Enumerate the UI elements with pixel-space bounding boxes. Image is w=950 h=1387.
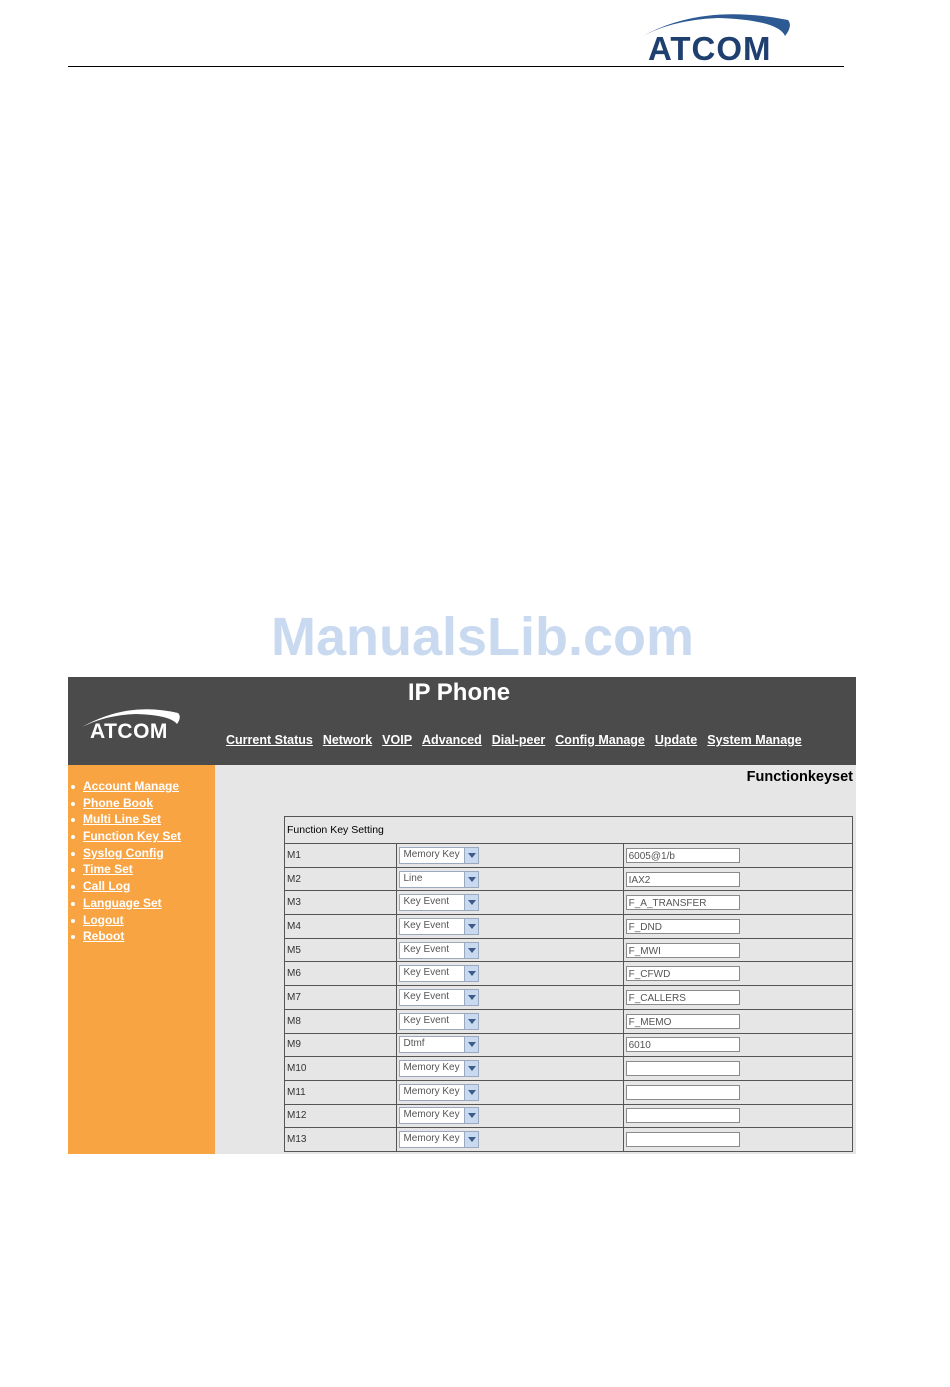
key-type-select[interactable] — [399, 1084, 479, 1101]
key-type-value: Line — [403, 872, 423, 884]
key-value-input[interactable]: 6010 — [626, 1037, 740, 1052]
key-type-select[interactable] — [399, 1107, 479, 1124]
nav-link-config-manage[interactable]: Config Manage — [555, 733, 645, 747]
key-type-cell — [397, 891, 623, 915]
key-value-input[interactable]: F_MWI — [626, 943, 740, 958]
key-label: M3 — [285, 891, 397, 915]
table-row — [285, 986, 853, 1010]
table-row — [285, 1057, 853, 1081]
sidebar-link-reboot[interactable]: Reboot — [83, 929, 125, 944]
sidebar-item[interactable] — [68, 812, 215, 829]
table-row — [285, 938, 853, 962]
table-row — [285, 1033, 853, 1057]
nav-link-advanced[interactable]: Advanced — [422, 733, 482, 747]
key-value-cell — [623, 962, 852, 986]
nav-link-update[interactable]: Update — [654, 733, 698, 747]
bullet-icon — [71, 919, 75, 923]
sidebar-item[interactable] — [68, 929, 215, 946]
key-value-cell — [623, 1080, 852, 1104]
table-row — [285, 867, 853, 891]
key-value-cell — [623, 1009, 852, 1033]
sidebar-link-function-key-set[interactable]: Function Key Set — [83, 829, 182, 844]
key-type-value: Key Event — [403, 1014, 450, 1026]
nav-link-system-manage[interactable]: System Manage — [707, 733, 802, 747]
sidebar-link-time-set[interactable]: Time Set — [83, 862, 133, 877]
table-row — [285, 1009, 853, 1033]
sidebar-item[interactable] — [68, 829, 215, 846]
chevron-down-icon[interactable] — [464, 1037, 478, 1052]
key-type-select[interactable] — [399, 894, 479, 911]
sidebar-item[interactable] — [68, 879, 215, 896]
sidebar-link-phone-book[interactable]: Phone Book — [83, 795, 154, 810]
table-header-row — [285, 817, 853, 844]
key-label: M12 — [285, 1104, 397, 1128]
key-type-cell — [397, 1104, 623, 1128]
atcom-logo — [628, 8, 798, 68]
table-row — [285, 1080, 853, 1104]
key-value-input[interactable] — [626, 1085, 740, 1100]
sidebar-item[interactable] — [68, 862, 215, 879]
key-type-select[interactable] — [399, 871, 479, 888]
key-type-select[interactable] — [399, 1131, 479, 1148]
sidebar-link-syslog-config[interactable]: Syslog Config — [83, 845, 164, 860]
chevron-down-icon[interactable] — [464, 1061, 478, 1076]
key-type-cell — [397, 1080, 623, 1104]
key-type-select[interactable] — [399, 942, 479, 959]
key-value-input[interactable] — [626, 1061, 740, 1076]
key-type-select[interactable] — [399, 1060, 479, 1077]
sidebar-item[interactable] — [68, 913, 215, 930]
chevron-down-icon[interactable] — [464, 1132, 478, 1147]
key-type-select[interactable] — [399, 918, 479, 935]
key-value-cell — [623, 1128, 852, 1152]
key-value-input[interactable]: F_A_TRANSFER — [626, 895, 740, 910]
key-value-input[interactable]: F_CFWD — [626, 966, 740, 981]
key-value-input[interactable] — [626, 1132, 740, 1147]
function-key-table — [284, 816, 853, 1152]
key-value-cell — [623, 1104, 852, 1128]
key-type-value: Memory Key — [403, 1133, 460, 1145]
bullet-icon — [71, 818, 75, 822]
chevron-down-icon[interactable] — [464, 943, 478, 958]
bullet-icon — [71, 852, 75, 856]
bullet-icon — [71, 802, 75, 806]
key-type-value: Memory Key — [403, 1062, 460, 1074]
nav-link-current-status[interactable]: Current Status — [226, 733, 313, 747]
watermark: ManualsLib.com — [270, 607, 695, 667]
key-type-select[interactable] — [399, 989, 479, 1006]
key-label: M8 — [285, 1009, 397, 1033]
chevron-down-icon[interactable] — [464, 848, 478, 863]
key-value-input[interactable]: F_DND — [626, 919, 740, 934]
key-type-cell — [397, 1057, 623, 1081]
sidebar-link-account-manage[interactable]: Account Manage — [83, 779, 180, 793]
banner-title: IP Phone — [407, 679, 511, 706]
key-value-cell — [623, 915, 852, 939]
key-type-value: Memory Key — [403, 848, 460, 860]
chevron-down-icon[interactable] — [464, 990, 478, 1005]
chevron-down-icon[interactable] — [464, 966, 478, 981]
key-type-cell — [397, 986, 623, 1010]
sidebar-item[interactable] — [68, 896, 215, 913]
sidebar — [68, 765, 215, 1154]
chevron-down-icon[interactable] — [464, 895, 478, 910]
key-type-value: Memory Key — [403, 1085, 460, 1097]
key-label: M1 — [285, 844, 397, 868]
table-row — [285, 1128, 853, 1152]
key-type-value: Key Event — [403, 967, 450, 979]
key-value-cell — [623, 1057, 852, 1081]
bullet-icon — [71, 868, 75, 872]
key-type-cell — [397, 844, 623, 868]
bullet-icon — [71, 902, 75, 906]
key-value-input[interactable]: IAX2 — [626, 872, 740, 887]
top-banner — [68, 677, 856, 765]
page-heading: Functionkeyset — [746, 769, 853, 785]
sidebar-menu — [68, 765, 215, 946]
chevron-down-icon[interactable] — [464, 919, 478, 934]
key-type-value: Key Event — [403, 896, 450, 908]
key-type-cell — [397, 915, 623, 939]
key-type-cell — [397, 938, 623, 962]
sidebar-item[interactable] — [68, 779, 215, 796]
key-value-input[interactable]: 6005@1/b — [626, 848, 740, 863]
key-value-input[interactable] — [626, 1108, 740, 1123]
sidebar-link-logout[interactable]: Logout — [83, 912, 124, 927]
key-type-value: Key Event — [403, 943, 450, 955]
key-label: M2 — [285, 867, 397, 891]
key-label: M9 — [285, 1033, 397, 1057]
key-type-value: Dtmf — [403, 1038, 425, 1050]
key-type-value: Key Event — [403, 919, 450, 931]
key-label: M11 — [285, 1080, 397, 1104]
bullet-icon — [71, 785, 75, 789]
key-label: M5 — [285, 938, 397, 962]
key-type-cell — [397, 1009, 623, 1033]
bullet-icon — [71, 885, 75, 889]
sidebar-item[interactable] — [68, 846, 215, 863]
bullet-icon — [71, 935, 75, 939]
key-value-input[interactable]: F_MEMO — [626, 1014, 740, 1029]
key-type-select[interactable] — [399, 965, 479, 982]
chevron-down-icon[interactable] — [464, 872, 478, 887]
table-row — [285, 962, 853, 986]
key-type-select[interactable] — [399, 1013, 479, 1030]
nav-link-network[interactable]: Network — [322, 733, 373, 747]
atcom-logo-text: ATCOM — [648, 30, 772, 67]
sidebar-item[interactable] — [68, 796, 215, 813]
table-header: Function Key Setting — [285, 817, 853, 844]
top-navigation — [226, 733, 802, 747]
chevron-down-icon[interactable] — [464, 1014, 478, 1029]
sidebar-link-multi-line-set[interactable]: Multi Line Set — [83, 812, 161, 827]
key-value-cell — [623, 986, 852, 1010]
nav-link-voip[interactable]: VOIP — [382, 733, 413, 747]
table-row — [285, 891, 853, 915]
key-type-value: Key Event — [403, 990, 450, 1002]
nav-link-dial-peer[interactable]: Dial-peer — [491, 733, 546, 747]
key-type-cell — [397, 1128, 623, 1152]
ip-phone-web-ui — [68, 677, 856, 1154]
key-type-select[interactable] — [399, 1036, 479, 1053]
key-label: M13 — [285, 1128, 397, 1152]
chevron-down-icon[interactable] — [464, 1085, 478, 1100]
key-label: M7 — [285, 986, 397, 1010]
key-value-cell — [623, 867, 852, 891]
key-type-cell — [397, 1033, 623, 1057]
key-label: M4 — [285, 915, 397, 939]
key-type-value: Memory Key — [403, 1109, 460, 1121]
key-type-select[interactable] — [399, 847, 479, 864]
key-value-cell — [623, 891, 852, 915]
key-value-input[interactable]: F_CALLERS — [626, 990, 740, 1005]
key-value-cell — [623, 1033, 852, 1057]
sidebar-link-language-set[interactable]: Language Set — [83, 895, 162, 910]
table-row — [285, 1104, 853, 1128]
banner-logo-text: ATCOM — [90, 720, 168, 743]
key-label: M10 — [285, 1057, 397, 1081]
key-value-cell — [623, 844, 852, 868]
key-type-cell — [397, 962, 623, 986]
header-rule — [68, 66, 844, 67]
table-row — [285, 915, 853, 939]
table-row — [285, 844, 853, 868]
bullet-icon — [71, 835, 75, 839]
key-label: M6 — [285, 962, 397, 986]
key-type-cell — [397, 867, 623, 891]
chevron-down-icon[interactable] — [464, 1108, 478, 1123]
key-value-cell — [623, 938, 852, 962]
sidebar-link-call-log[interactable]: Call Log — [83, 879, 131, 894]
banner-logo — [78, 705, 188, 749]
